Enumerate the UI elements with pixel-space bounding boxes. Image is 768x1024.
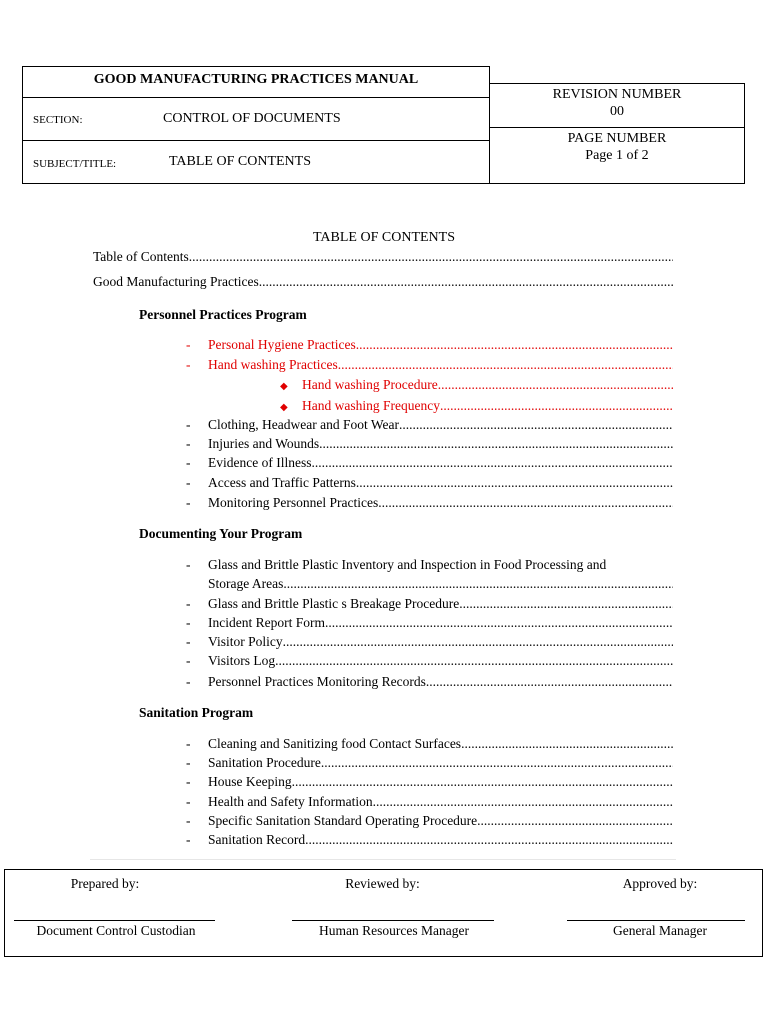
toc-entry-wrapped-line[interactable]: Glass and Brittle Plastic Inventory and Inspection in Food Processing and bbox=[208, 557, 607, 572]
revision-label: REVISION NUMBER bbox=[552, 87, 682, 102]
toc-entry-label: Sanitation Procedure bbox=[208, 755, 321, 770]
reviewed-role: Human Resources Manager bbox=[319, 923, 469, 938]
toc-entry-hand-washing-practices[interactable] bbox=[208, 357, 673, 375]
toc-entry-label: Table of Contents bbox=[93, 249, 189, 264]
toc-entry-personal-hygiene[interactable] bbox=[208, 337, 673, 355]
toc-entry-label: Glass and Brittle Plastic s Breakage Procedure bbox=[208, 596, 460, 611]
dash-bullet: - bbox=[186, 674, 191, 689]
toc-entry-label: Cleaning and Sanitizing food Contact Surfaces bbox=[208, 736, 462, 751]
toc-entry-label: House Keeping bbox=[208, 774, 292, 789]
dash-bullet: - bbox=[186, 736, 191, 751]
manual-title: GOOD MANUFACTURING PRACTICES MANUAL bbox=[93, 72, 419, 87]
subject-row bbox=[23, 141, 489, 184]
dash-bullet: - bbox=[186, 436, 191, 451]
toc-entry-label: Personnel Practices Monitoring Records bbox=[208, 674, 426, 689]
toc-entry-label: Hand washing Practices bbox=[208, 357, 338, 372]
dash-bullet: - bbox=[186, 653, 191, 668]
divider bbox=[90, 859, 676, 860]
document-header-right bbox=[489, 83, 745, 184]
dash-bullet: - bbox=[186, 357, 191, 372]
dash-bullet: - bbox=[186, 813, 191, 828]
page-value: Page 1 of 2 bbox=[585, 148, 649, 163]
dash-bullet: - bbox=[186, 557, 191, 572]
toc-entry-label: Good Manufacturing Practices bbox=[93, 274, 259, 289]
dash-bullet: - bbox=[186, 774, 191, 789]
toc-entry[interactable] bbox=[208, 634, 673, 652]
dash-bullet: - bbox=[186, 634, 191, 649]
approved-signature-line[interactable] bbox=[567, 920, 745, 921]
toc-entry[interactable] bbox=[208, 475, 673, 493]
toc-entry-label: Hand washing Frequency bbox=[302, 398, 440, 413]
toc-entry-label: Specific Sanitation Standard Operating Procedure bbox=[208, 813, 478, 828]
toc-entry-hand-washing-frequency[interactable] bbox=[302, 398, 673, 416]
toc-entry[interactable] bbox=[208, 576, 673, 594]
prepared-by-label: Prepared by: bbox=[70, 876, 140, 891]
toc-heading: TABLE OF CONTENTS bbox=[313, 230, 455, 245]
dash-bullet: - bbox=[186, 615, 191, 630]
toc-entry-label: Monitoring Personnel Practices bbox=[208, 495, 379, 510]
toc-entry[interactable] bbox=[93, 249, 673, 267]
toc-entry-label: Evidence of Illness bbox=[208, 455, 312, 470]
revision-value: 00 bbox=[610, 104, 624, 119]
approved-role: General Manager bbox=[612, 923, 708, 938]
section-heading-documenting: Documenting Your Program bbox=[139, 526, 303, 541]
dash-bullet: - bbox=[186, 794, 191, 809]
page-number-box bbox=[490, 127, 744, 183]
toc-entry-label: Sanitation Record bbox=[208, 832, 306, 847]
section-heading-personnel: Personnel Practices Program bbox=[139, 307, 307, 322]
section-label: SECTION: bbox=[33, 114, 83, 126]
toc-entry-label: Health and Safety Information bbox=[208, 794, 373, 809]
revision-box bbox=[490, 84, 744, 128]
toc-entry[interactable] bbox=[208, 653, 673, 671]
toc-entry[interactable] bbox=[208, 813, 673, 831]
toc-entry[interactable] bbox=[208, 794, 673, 812]
section-heading-sanitation: Sanitation Program bbox=[139, 705, 254, 720]
manual-title-row bbox=[23, 67, 489, 98]
dash-bullet: - bbox=[186, 832, 191, 847]
prepared-signature-line[interactable] bbox=[14, 920, 215, 921]
toc-entry[interactable] bbox=[208, 417, 673, 435]
toc-entry[interactable] bbox=[208, 736, 673, 754]
toc-entry-label: Visitor Policy bbox=[208, 634, 283, 649]
toc-entry[interactable] bbox=[208, 774, 673, 792]
toc-entry[interactable] bbox=[208, 832, 673, 850]
dash-bullet: - bbox=[186, 337, 191, 352]
toc-entry-label: Injuries and Wounds bbox=[208, 436, 320, 451]
toc-entry-label: Hand washing Procedure bbox=[302, 377, 438, 392]
toc-entry-hand-washing-procedure[interactable] bbox=[302, 377, 673, 395]
toc-entry-label: Personal Hygiene Practices bbox=[208, 337, 356, 352]
document-header-left bbox=[22, 66, 490, 184]
toc-entry[interactable] bbox=[208, 615, 673, 633]
approved-by-label: Approved by: bbox=[622, 876, 698, 891]
dash-bullet: - bbox=[186, 475, 191, 490]
dash-bullet: - bbox=[186, 455, 191, 470]
page-label: PAGE NUMBER bbox=[567, 131, 667, 146]
dash-bullet: - bbox=[186, 596, 191, 611]
prepared-role: Document Control Custodian bbox=[36, 923, 196, 938]
toc-entry[interactable] bbox=[93, 274, 673, 292]
toc-entry-label: Access and Traffic Patterns bbox=[208, 475, 356, 490]
dash-bullet: - bbox=[186, 755, 191, 770]
dash-bullet: - bbox=[186, 495, 191, 510]
section-value: CONTROL OF DOCUMENTS bbox=[163, 111, 341, 126]
toc-entry-label: Incident Report Form bbox=[208, 615, 325, 630]
diamond-bullet-icon: ◆ bbox=[280, 402, 288, 413]
toc-entry[interactable] bbox=[208, 436, 673, 454]
reviewed-by-label: Reviewed by: bbox=[345, 876, 420, 891]
toc-entry-label: Storage Areas bbox=[208, 576, 284, 591]
toc-entry[interactable] bbox=[208, 596, 673, 614]
toc-entry[interactable] bbox=[208, 455, 673, 473]
reviewed-signature-line[interactable] bbox=[292, 920, 494, 921]
toc-entry-label: Visitors Log bbox=[208, 653, 276, 668]
section-row bbox=[23, 98, 489, 141]
toc-entry-label: Clothing, Headwear and Foot Wear bbox=[208, 417, 399, 432]
dash-bullet: - bbox=[186, 417, 191, 432]
toc-entry[interactable] bbox=[208, 674, 673, 692]
diamond-bullet-icon: ◆ bbox=[280, 381, 288, 392]
approval-footer bbox=[4, 869, 763, 957]
toc-entry[interactable] bbox=[208, 495, 673, 513]
subject-label: SUBJECT/TITLE: bbox=[33, 158, 117, 170]
subject-value: TABLE OF CONTENTS bbox=[169, 154, 311, 169]
toc-entry[interactable] bbox=[208, 755, 673, 773]
